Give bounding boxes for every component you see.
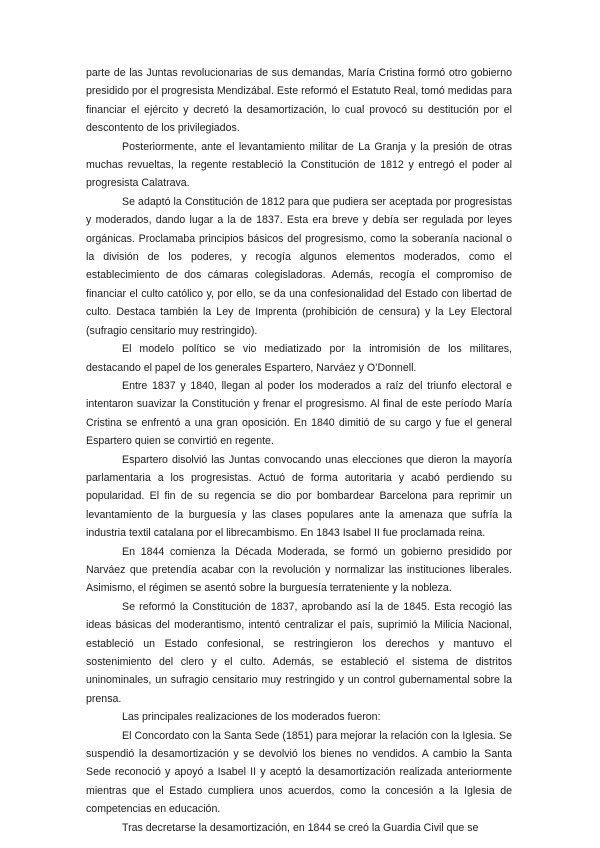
paragraph: En 1844 comienza la Década Moderada, se formó un gobierno presidido por Narváez que pretendía acabar con la revolución y normalizar las instituciones liberales. Asimismo, el régimen se asentó sobre la burguesía terrateniente y la nobleza. <box>86 545 512 595</box>
paragraph: Se reformó la Constitución de 1837, aprobando así la de 1845. Esta recogió las ideas básicas del moderantismo, intentó centralizar el país, suprimió la Milicia Nacional, estableció un Estado confesional, se restringieron los derechos y mantuvo el sostenimiento del clero y el culto. Además, se estableció el sistema de distritos uninominales, un sufragio censitario muy restringido y un control gubernamental sobre la prensa. <box>86 600 512 705</box>
paragraph: Se adaptó la Constitución de 1812 para que pudiera ser aceptada por progresistas y moderados, dando lugar a la de 1837. Esta era breve y debía ser regulada por leyes orgánicas. Proclamaba principios básicos del progresismo, como la soberanía nacional o la división de los poderes, y recogía algunos elementos moderados, como el establecimiento de dos cámaras colegisladoras. Además, recogía el compromiso de financiar el culto católico y, por ello, se da una confesionalidad del Estado con libertad de culto. Destaca también la Ley de Imprenta (prohibición de censura) y la Ley Electoral (sufragio censitario muy restringido). <box>86 195 512 337</box>
paragraph: Espartero disolvió las Juntas convocando unas elecciones que dieron la mayoría parlamentaria a los progresistas. Actuó de forma autoritaria y acabó perdiendo su popularidad. El fin de su regencia se dio por bombardear Barcelona para reprimir un levantamiento de la burguesía y las clases populares ante la amenaza que sufría la industria textil catalana por el librecambismo. En 1843 Isabel II fue proclamada reina. <box>86 453 512 540</box>
paragraph: Posteriormente, ante el levantamiento militar de La Granja y la presión de otras muchas revueltas, la regente restableció la Constitución de 1812 y entregó el poder al progresista Calatrava. <box>86 140 512 190</box>
paragraph: Tras decretarse la desamortización, en 1844 se creó la Guardia Civil que se <box>122 821 479 834</box>
paragraph: El Concordato con la Santa Sede (1851) para mejorar la relación con la Iglesia. Se suspendió la desamortización y se devolvió los bienes no vendidos. A cambio la Santa Sede reconoció y apoyó a Isabel II y aceptó la desamortización realizada anteriormente mientras que el Estado cumpliera unos acuerdos, como la concesión a la Iglesia de competencias en educación. <box>86 729 512 816</box>
paragraph: Entre 1837 y 1840, llegan al poder los moderados a raíz del triunfo electoral e intentaron suavizar la Constitución y frenar el progresismo. Al final de este período María Cristina se enfrentó a una gran oposición. En 1840 dimitió de su cargo y fue el general Espartero quien se convirtió en regente. <box>86 379 512 448</box>
paragraph: parte de las Juntas revolucionarias de sus demandas, María Cristina formó otro gobierno presidido por el progresista Mendizábal. Este reformó el Estatuto Real, tomó medidas para financiar el ejército y decretó la desamortización, lo cual provocó su destitución por el descontento de los privilegiados. <box>86 67 512 135</box>
paragraph: El modelo político se vio mediatizado por la intromisión de los militares, destacando el papel de los generales Espartero, Narváez y O’Donnell. <box>86 343 512 374</box>
paragraph: Las principales realizaciones de los moderados fueron: <box>122 711 381 724</box>
